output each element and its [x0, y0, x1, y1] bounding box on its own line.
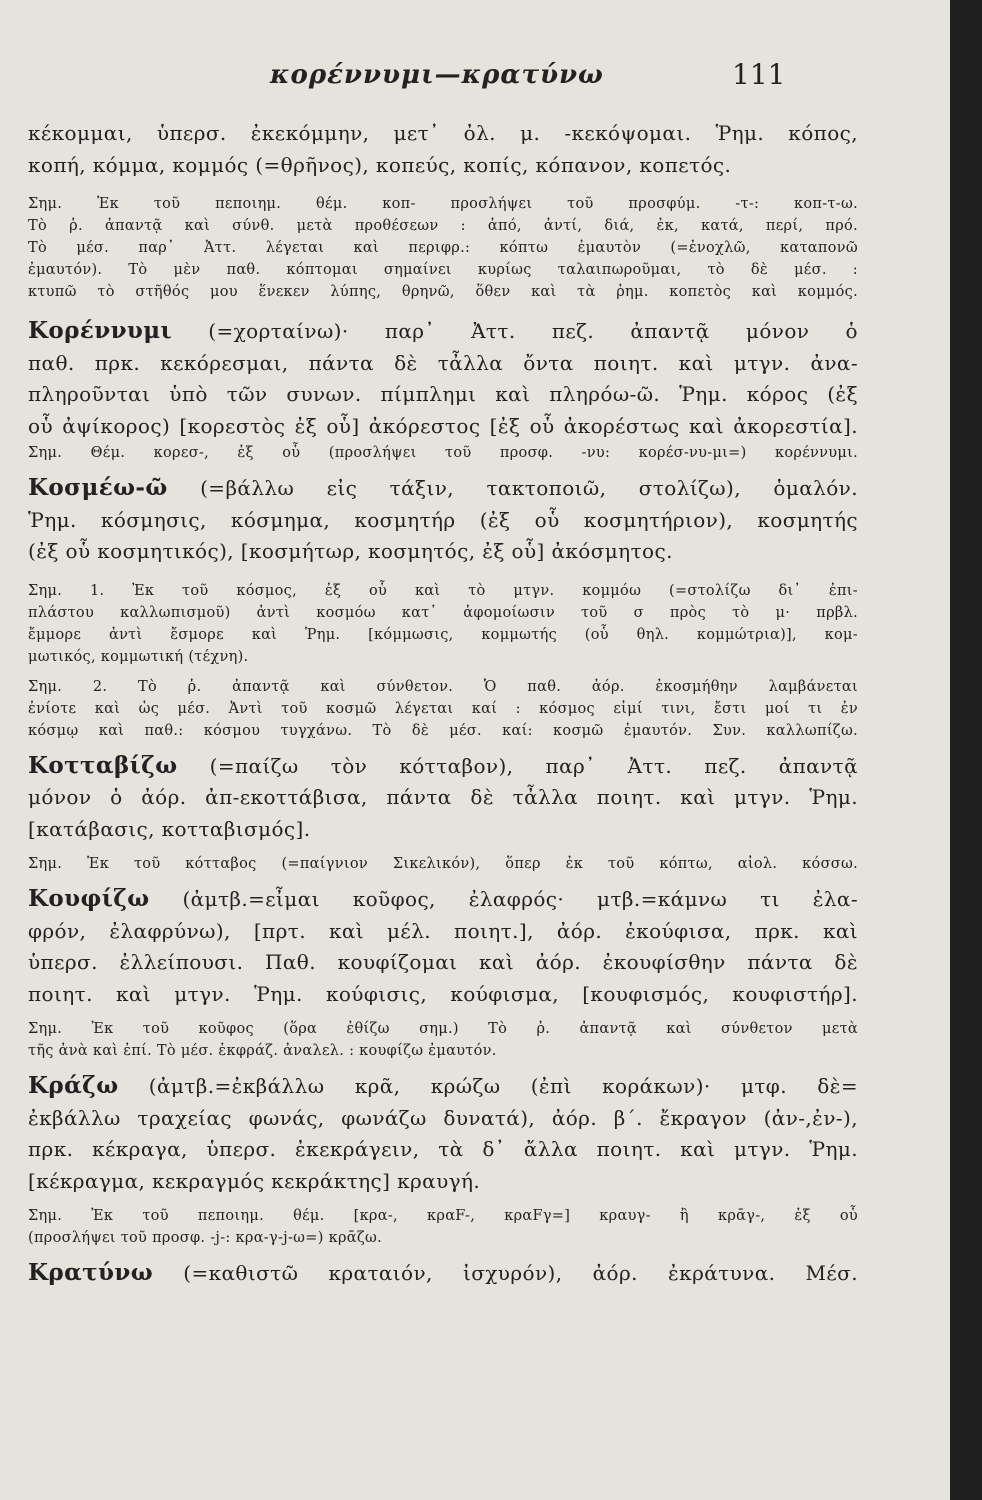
- note-line: Τὸ ῥ. ἀπαντᾷ καὶ σύνθ. μετὰ προθέσεων : ἀπό, ἀντί, διά, ἐκ, κατά, περί, πρό.: [28, 218, 858, 234]
- note-line: ἔμμορε ἀντὶ ἔσμορε καὶ Ῥημ. [κόμμωσις, κομμωτής (οὗ θηλ. κομμώτρια)], κομ-: [28, 626, 858, 643]
- note-line: Σημ. Ἐκ τοῦ κότταβος (=παίγνιον Σικελικόν), ὅπερ ἐκ τοῦ κόπτω, αἰολ. κόσσω.: [28, 856, 858, 872]
- note-krazo: [28, 1205, 858, 1249]
- note-line: Σημ. Ἐκ τοῦ πεποιημ. θέμ. [κρα-, κραF-, κραFγ=] κραυγ- ἢ κρᾱγ-, ἐξ οὗ: [28, 1208, 858, 1224]
- text-line: ποιητ. καὶ μτγν. Ῥημ. κούφισις, κούφισμα, [κουφισμός, κουφιστήρ].: [28, 981, 858, 1006]
- entry-kratyno: [28, 1257, 858, 1290]
- note-line: τῆς ἀνὰ καὶ ἐπί. Τὸ μέσ. ἐκφράζ. ἀναλελ. : κουφίζω ἐμαυτόν.: [28, 1043, 497, 1059]
- lemma: Κρατύνω: [28, 1259, 154, 1286]
- text-line: μόνον ὁ ἀόρ. ἀπ-εκοττάβισα, πάντα δὲ τἆλλα ποιητ. καὶ μτγν. Ῥημ.: [28, 785, 858, 809]
- note-kopto: [28, 193, 858, 303]
- lemma: Κράζω: [28, 1072, 119, 1099]
- text-line: [κατάβασις, κοτταβισμός].: [28, 816, 311, 841]
- text-line: πληροῦνται ὑπὸ τῶν συνων. πίμπλημι καὶ πληρόω-ῶ. Ῥημ. κόρος (ἐξ: [28, 382, 858, 406]
- note-line: κόσμῳ καὶ παθ.: κόσμου τυγχάνω. Τὸ δὲ μέσ. καί: κοσμῶ ἐμαυτόν. Συν. καλλωπίζω.: [28, 722, 858, 739]
- book-edge-shadow: [950, 0, 982, 1500]
- lemma: Κοτταβίζω: [28, 751, 178, 779]
- text-line: ἐκβάλλω τραχείας φωνάς, φωνάζω δυνατά), ἀόρ. β΄. ἔκραγον (ἀν-,ἐν-),: [28, 1105, 858, 1130]
- text-line: Ῥημ. κόσμησις, κόσμημα, κοσμητήρ (ἐξ οὗ κοσμητήριον), κοσμητής: [28, 507, 858, 532]
- text-line: φρόν, ἐλαφρύνω), [πρτ. καὶ μέλ. ποιητ.], ἀόρ. ἐκούφισα, πρκ. καὶ: [28, 918, 858, 943]
- text-span: (ἀμτβ.=ἐκβάλλω κρᾶ, κρώζω (ἐπὶ κοράκων)· μτφ. δὲ=: [118, 1074, 858, 1098]
- dictionary-text: [28, 118, 858, 1290]
- note-koufizo: [28, 1018, 858, 1062]
- text-line: ὑπερσ. ἐλλείπουσι. Παθ. κουφίζομαι καὶ ἀόρ. ἐκουφίσθην πάντα δὲ: [28, 950, 858, 974]
- text-span: (ἀμτβ.=εἶμαι κοῦφος, ἐλαφρός· μτβ.=κάμνω τι ἐλα-: [149, 887, 858, 911]
- page-number: 111: [732, 58, 786, 91]
- text-line: πρκ. κέκραγα, ὑπερσ. ἐκεκράγειν, τὰ δ᾽ ἄλλα ποιητ. καὶ μτγν. Ῥημ.: [28, 1137, 858, 1161]
- lemma: Κουφίζω: [28, 885, 150, 912]
- text-line: (ἐξ οὗ κοσμητικός), [κοσμήτωρ, κοσμητός, ἐξ οὗ] ἀκόσμητος.: [28, 539, 673, 563]
- entry-kosmeo: [28, 472, 858, 568]
- text-line: οὗ ἀψίκορος) [κορεστὸς ἐξ οὗ] ἀκόρεστος [ἐξ οὗ ἀκορέστως καὶ ἀκορεστία].: [28, 413, 858, 438]
- note-line: ἐμαυτόν). Τὸ μὲν παθ. κόπτομαι σημαίνει κυρίως ταλαιπωροῦμαι, τὸ δὲ μέσ. :: [28, 262, 858, 278]
- note-kosmeo-2: [28, 676, 858, 742]
- text-line: κοπή, κόμμα, κομμός (=θρῆνος), κοπεύς, κοπίς, κόπανον, κοπετός.: [28, 152, 732, 177]
- text-span: (=χορταίνω)· παρ᾽ Ἀττ. πεζ. ἀπαντᾷ μόνον ὁ: [172, 319, 858, 343]
- lemma: Κορέννυμι: [28, 317, 173, 344]
- page-header: [20, 60, 850, 100]
- text-span: (=παίζω τὸν κότταβον), παρ᾽ Ἀττ. πεζ. ἀπαντᾷ: [177, 753, 858, 778]
- note-line: πλάστου καλλωπισμοῦ) ἀντὶ κοσμόω κατ᾽ ἀφομοίωσιν τοῦ σ πρὸς τὸ μ· πρβλ.: [28, 604, 858, 621]
- note-line: ἐνίοτε καὶ ὡς μέσ. Ἀντὶ τοῦ κοσμῶ λέγεται καί : κόσμος εἰμί τινι, ἔστι μοί τι ἐν: [28, 700, 858, 717]
- note-line: (προσλήψει τοῦ προσφ. -j-: κρα-γ-j-ω=) κρᾱζω.: [28, 1230, 383, 1246]
- text-span: (=βάλλω εἰς τάξιν, τακτοποιῶ, στολίζω), ὁμαλόν.: [167, 476, 858, 500]
- note-kottabizo: [28, 853, 858, 875]
- entry-korennymi: [28, 315, 858, 442]
- running-head: κορέννυμι—κρατύνω: [270, 60, 604, 90]
- entry-koufizo: [28, 883, 858, 1010]
- lemma: Κοσμέω-ῶ: [28, 474, 168, 501]
- entry-kottabizo: [28, 750, 858, 846]
- note-line: Σημ. Ἐκ τοῦ κοῦφος (ὅρα ἐθίζω σημ.) Τὸ ῥ. ἀπαντᾷ καὶ σύνθετον μετὰ: [28, 1021, 858, 1037]
- text-span: (=καθιστῶ κραταιόν, ἰσχυρόν), ἀόρ. ἐκράτυνα. Μέσ.: [153, 1261, 858, 1285]
- text-line: [κέκραγμα, κεκραγμός κεκράκτης] κραυγή.: [28, 1168, 481, 1193]
- note-line: Τὸ μέσ. παρ᾽ Ἀττ. λέγεται καὶ περιφρ.: κόπτω ἐμαυτὸν (=ἐνοχλῶ, καταπονῶ: [28, 240, 858, 256]
- note-korennymi: [28, 442, 858, 464]
- note-line: Σημ. 1. Ἐκ τοῦ κόσμος, ἐξ οὗ καὶ τὸ μτγν. κομμόω (=στολίζω δι᾽ ἐπι-: [28, 582, 858, 599]
- note-line: μωτικός, κομμωτική (τέχνη).: [28, 648, 249, 665]
- text-line: κέκομμαι, ὑπερσ. ἐκεκόμμην, μετ᾽ ὀλ. μ. -κεκόψομαι. Ῥημ. κόπος,: [28, 121, 858, 145]
- note-line: Σημ. Ἐκ τοῦ πεποιημ. θέμ. κοπ- προσλήψει τοῦ προσφύμ. -τ-: κοπ-τ-ω.: [28, 196, 858, 212]
- note-line: κτυπῶ τὸ στῆθός μου ἕνεκεν λύπης, θρηνῶ, ὅθεν καὶ τὰ ῥημ. κοπετὸς καὶ κομμός.: [28, 284, 858, 300]
- note-kosmeo-1: [28, 580, 858, 668]
- entry-kopto-continuation: [28, 118, 858, 181]
- entry-krazo: [28, 1070, 858, 1197]
- note-line: Σημ. Θέμ. κορεσ-, ἐξ οὗ (προσλήψει τοῦ προσφ. -νυ: κορέσ-νυ-μι=) κορέννυμι.: [28, 445, 858, 461]
- note-line: Σημ. 2. Τὸ ῥ. ἀπαντᾷ καὶ σύνθετον. Ὁ παθ. ἀόρ. ἐκοσμήθην λαμβάνεται: [28, 678, 858, 695]
- text-line: παθ. πρκ. κεκόρεσμαι, πάντα δὲ τἆλλα ὄντα ποιητ. καὶ μτγν. ἀνα-: [28, 350, 858, 375]
